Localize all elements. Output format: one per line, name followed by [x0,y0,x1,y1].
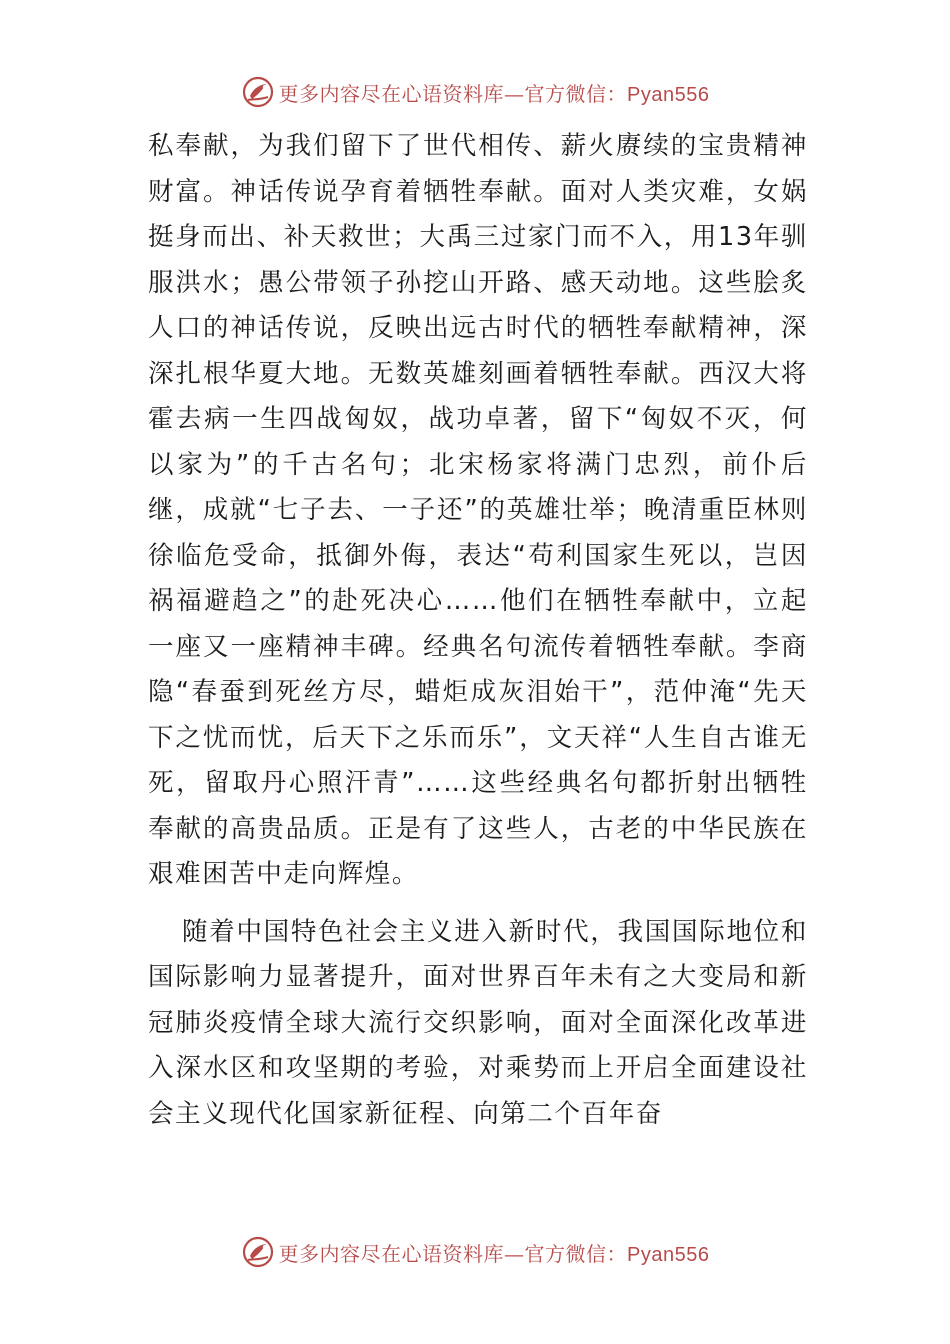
document-body [148,124,808,1137]
footer-banner-text: 更多内容尽在心语资料库—官方微信：Pyan556 [278,1241,710,1266]
footer-banner [0,1232,950,1272]
paragraph-2: 随着中国特色社会主义进入新时代，我国国际地位和国际影响力显著提升，面对世界百年未有之大变局和新冠肺炎疫情全球大流行交织影响，面对全面深化改革进入深水区和攻坚期的考验，对乘势而上开启全面建设社会主义现代化国家新征程、向第二个百年奋 [148,916,808,1129]
header-banner [0,72,950,112]
book-logo-icon [241,75,275,109]
paragraph-1: 私奉献，为我们留下了世代相传、薪火赓续的宝贵精神财富。神话传说孕育着牺牲奉献。面对人类灾难，女娲挺身而出、补天救世；大禹三过家门而不入，用13年驯服洪水；愚公带领子孙挖山开路、感天动地。这些脍炙人口的神话传说，反映出远古时代的牺牲奉献精神，深深扎根华夏大地。无数英雄刻画着牺牲奉献。西汉大将霍去病一生四战匈奴，战功卓著，留下“匈奴不灭，何以家为”的千古名句；北宋杨家将满门忠烈，前仆后继，成就“七子去、一子还”的英雄壮举；晚清重臣林则徐临危受命，抵御外侮，表达“苟利国家生死以，岂因祸福避趋之”的赴死决心……他们在牺牲奉献中，立起一座又一座精神丰碑。经典名句流传着牺牲奉献。李商隐“春蚕到死丝方尽，蜡炬成灰泪始干”，范仲淹“先天下之忧而忧，后天下之乐而乐”，文天祥“人生自古谁无死，留取丹心照汗青”……这些经典名句都折射出牺牲奉献的高贵品质。正是有了这些人，古老的中华民族在艰难困苦中走向辉煌。 [148,131,808,889]
footer-wechat-id: Pyan556 [627,1243,710,1266]
book-logo-icon [241,1235,275,1269]
header-banner-text: 更多内容尽在心语资料库—官方微信：Pyan556 [278,81,710,106]
header-wechat-id: Pyan556 [627,83,710,106]
